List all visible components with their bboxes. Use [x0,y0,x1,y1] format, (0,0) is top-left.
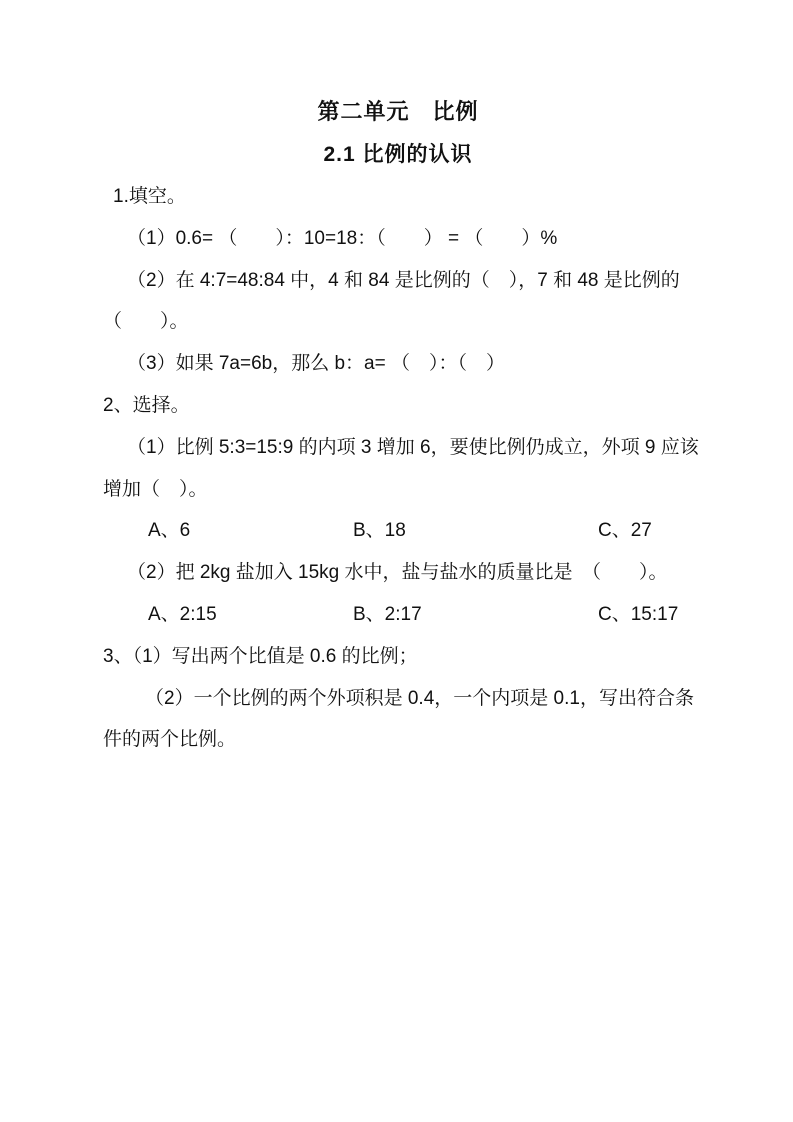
lesson-subtitle: 2.1 比例的认识 [323,143,473,166]
q1-item2-line1: （2）在 4:7=48:84 中，4 和 84 是比例的（ ），7 和 48 是比例的 [127,269,680,291]
q3-item2-line1: （2）一个比例的两个外项积是 0.4，一个内项是 0.1，写出符合条 [145,687,694,709]
q3-item1: 3、（1）写出两个比值是 0.6 的比例； [103,645,418,667]
q2-heading: 2、选择。 [103,394,190,416]
q2-item1-line1: （1）比例 5:3=15:9 的内项 3 增加 6，要使比例仍成立，外项 9 应该 [127,436,699,458]
q1-item1: （1）0.6= （ ）：10=18：（ ） = （ ）% [127,227,558,249]
q2-item1-option-a: A、6 [148,520,191,542]
q2-item1-line2: 增加（ ）。 [103,478,208,500]
q2-item2-options [103,594,693,636]
q2-item2-option-c: C、15:17 [598,603,679,625]
q2-item2-option-b: B、2:17 [353,603,422,625]
q2-item1-options [103,510,693,552]
q1-heading: 1.填空。 [113,186,186,207]
q1-item2-line2: （ ）。 [103,311,189,333]
q3-item2-line2: 件的两个比例。 [103,729,237,751]
q2-item1-option-b: B、18 [353,520,406,542]
q1-item3: （3）如果 7a=6b，那么 b：a= （ ）：（ ） [127,353,505,375]
q2-item2-option-a: A、2:15 [148,603,217,625]
unit-title: 第二单元 比例 [317,99,479,124]
worksheet-body [103,176,699,761]
q2-item1-option-c: C、27 [598,520,652,542]
q2-item2: （2）把 2kg 盐加入 15kg 水中，盐与盐水的质量比是 （ ）。 [127,562,668,584]
